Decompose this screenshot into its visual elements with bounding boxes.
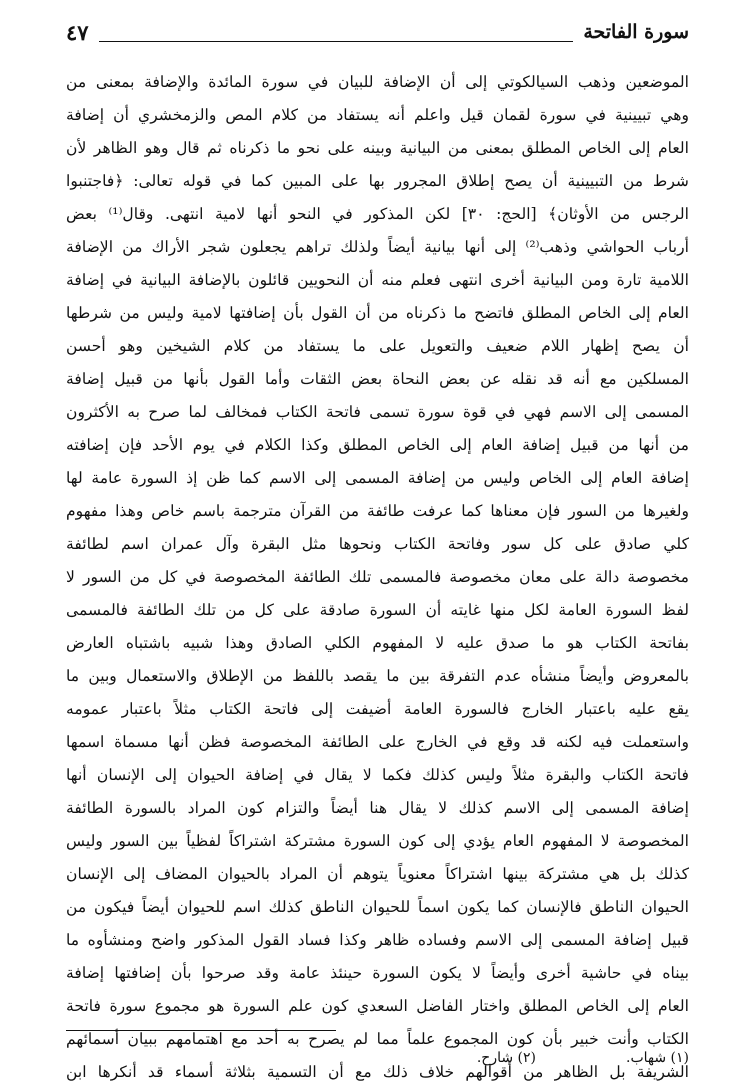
body-text (66, 66, 689, 1089)
running-title: سورة الفاتحة (583, 21, 689, 43)
text-line: إضافة العام إلى الخاص وليس من إضافة المسمى إلى الاسم كما ظن إذ السورة عامة لها (66, 469, 689, 487)
text-line: أن يصح إظهار اللام ضعيف والتعويل على ما يستفاد من كلام الشيخين وهو أحسن (66, 337, 689, 355)
footnote-2: (٢) شارح. (476, 1050, 536, 1066)
text-line: شرط من التبيينية أن يصح إطلاق المجرور بها على المبين كما في قوله تعالى: ﴿فاجتنبوا (66, 172, 689, 190)
text-line: بالمعروض وأيضاً منشأه عدم التفرقة بين ما يقصد باللفظ من الإطلاق والاستعمال وبين ما (66, 667, 689, 685)
text-line: إضافة المسمى إلى الاسم كذلك لا يقال هنا أيضاً والتزام كون المراد بالسورة الطائفة (66, 799, 689, 817)
text-line: مخصوصة دالة على معان مخصوصة فالمسمى تلك الطائفة المخصوصة في كل من السور لا (66, 568, 689, 586)
page-number: ٤٧ (66, 19, 89, 45)
text-line: يقع عليه باعتبار الخارج فالسورة العامة أضيفت إلى فاتحة الكتاب مثلاً باعتبار عمومه (66, 700, 689, 718)
text-line: الرجس من الأوثان﴾ [الحج: ٣٠] لكن المذكور في النحو أنها لامية انتهى. وقال⁽¹⁾ بعض (66, 205, 689, 223)
text-line: العام إلى الخاص المطلق واختار الفاضل السعدي كون علم السورة هو مجموع سورة فاتحة (66, 997, 689, 1015)
text-line: كلي صادق على كل سور وفاتحة الكتاب ونحوها مثل البقرة وآل عمران اسم لطائفة (66, 535, 689, 553)
footnote-1: (١) شهاب. (626, 1050, 689, 1066)
text-line: ولغيرها من السور فإن معناها كما عرفت طائفة من القرآن مترجمة باسم خاص وهذا مفهوم (66, 502, 689, 520)
text-line: أرباب الحواشي وذهب⁽²⁾ إلى أنها بيانية أيضاً ولذلك تراهم يجعلون شجر الأراك من الإضافة (66, 238, 689, 256)
text-line: الحيوان الناطق فالإنسان كما يكون اسماً للحيوان الناطق كذلك اسم للحيوان أيضاً فيكون من (66, 898, 689, 916)
footnote-separator (66, 1030, 336, 1031)
text-line: بيناه في حاشية أخرى وأيضاً لا يكون السورة حينئذ عامة وقد صرحوا بأن إضافتها إضافة (66, 964, 689, 982)
page-header (66, 14, 689, 50)
document-page (66, 14, 689, 1084)
text-line: الكتاب وأنت خبير بأن كون المجموع علماً مما لم يصرح به أحد مع اهتمامهم ببيان أسمائهم (66, 1030, 689, 1048)
text-line: الشريفة بل الظاهر من أقوالهم خلاف ذلك مع أن التسمية بثلاثة أسماء قد أنكرها ابن (66, 1063, 689, 1081)
text-line: الموضعين وذهب السيالكوتي إلى أن الإضافة للبيان في سورة المائدة والإضافة بمعنى من (66, 73, 689, 91)
text-line: فاتحة الكتاب والبقرة مثلاً وليس كذلك فكما لا يقال في إضافة الحيوان إلى الإنسان أنها (66, 766, 689, 784)
header-rule (99, 41, 574, 42)
text-line: وهي تبيينية في سورة لقمان قيل واعلم أنه يستفاد من كلام المص والزمخشري أن إضافة (66, 106, 689, 124)
text-line: كذلك بل هي مشتركة بينها اشتراكاً معنوياً يتوهم أن المراد بالحيوان المضاف إلى الإنسان (66, 865, 689, 883)
text-line: اللامية تارة ومن البيانية أخرى انتهى فعلم منه أن النحويين قائلون بالإضافة البيانية في إضافة (66, 271, 689, 289)
text-line: العام إلى الخاص المطلق بمعنى من البيانية وبينه على نحو ما ذكرناه ثم قال وهو الظاهر لأن (66, 139, 689, 157)
text-line: لفظ السورة العامة لكل منها غايته أن السورة صادقة على كل من تلك الطائفة فالمسمى (66, 601, 689, 619)
text-line: قبيل إضافة المسمى إلى الاسم وفساده ظاهر وكذا فساد القول المذكور واضح ومنشأوه ما (66, 931, 689, 949)
text-line: المسلكين مع أنه قد نقله عن بعض النحاة بعض الثقات وأما القول بأنها من قبيل إضافة (66, 370, 689, 388)
text-line: العام إلى الخاص المطلق فاتضح ما ذكرناه من أن القول بأن إضافتها لامية وليس من شرطها (66, 304, 689, 322)
text-line: المسمى إلى الاسم فهي في قوة سورة تسمى فاتحة الكتاب فمخالف لما صرح به الأكثرون (66, 403, 689, 421)
text-line: بفاتحة الكتاب هو ما صدق عليه لا المفهوم الكلي الصادق وهذا شبيه باشتباه العارض (66, 634, 689, 652)
footnotes (66, 1050, 689, 1066)
text-line: من أنها من قبيل إضافة العام إلى الخاص المطلق وكذا الكلام في يوم الأحد فإن إضافته (66, 436, 689, 454)
text-line: المخصوصة لا المفهوم العام يؤدي إلى كون السورة مشتركة اشتراكاً لفظياً بين السور وليس (66, 832, 689, 850)
text-line: واستعملت فيه لكنه قد وقع في الخارج على الطائفة المخصوصة فظن أنها مسماة اسمها (66, 733, 689, 751)
